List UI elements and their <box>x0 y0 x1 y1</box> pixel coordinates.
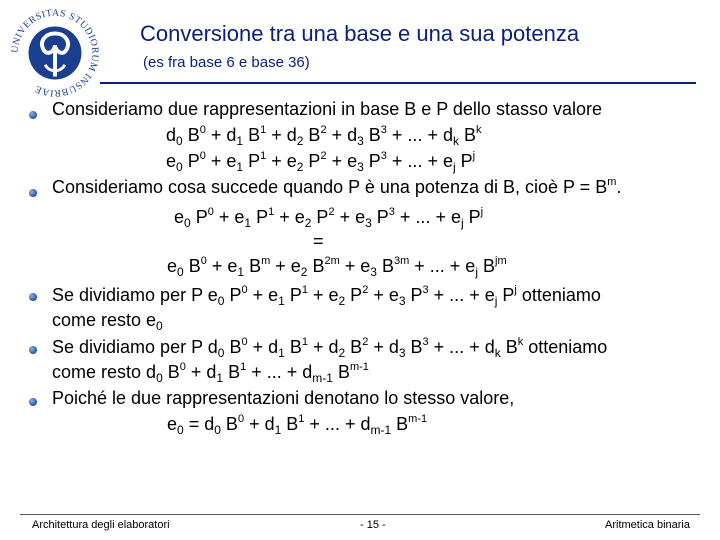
university-logo <box>6 4 104 102</box>
bullet-3-text: Se dividiamo per P $e_0$ $P^0 + e_1$ $P^1 + e_2$ $P^2 + e_3$ $P^3$ + ... + $e_j$ $P^j$ otteniamo <box>52 284 601 308</box>
slide-title: Conversione tra una base e una sua potenza <box>140 21 580 46</box>
bullet-icon <box>29 189 37 197</box>
bullet-1-text: Consideriamo due rappresentazioni in base B e P dello stasso valore <box>52 99 602 119</box>
formula-e-base-b-m: $e_0$ $B^0 + e_1$ $B^m + e_2$ $B^{2m} + e_3$ $B^{3m}$ + ... + $e_j$ $B^{jm}$ <box>167 255 507 279</box>
footer-topic: Aritmetica binaria <box>605 519 690 531</box>
formula-conclusion: $e_0 = d_0$ $B^0 + d_1$ $B^1$ + ... + $d_{m-1}$ $B^{m-1}$ <box>167 413 428 437</box>
bullet-5-text: Poiché le due rappresentazioni denotano lo stesso valore, <box>52 388 515 408</box>
slide-subtitle: (es fra base 6 e base 36) <box>143 54 310 71</box>
page-number: - 15 - <box>360 519 386 531</box>
equals-sign: = <box>313 231 324 251</box>
bullet-icon <box>29 398 37 406</box>
bullet-icon <box>29 293 37 301</box>
bullet-4-line-2: come resto $d_0$ $B^0 + d_1$ $B^1$ + ... + $d_{m-1}$ $B^{m-1}$ <box>52 361 369 385</box>
title-divider <box>100 82 696 84</box>
bullet-icon <box>29 111 37 119</box>
logo-text: UNIVERSITAS STUDIORUM INSUBRIAE <box>9 7 101 99</box>
bullet-4-text: Se dividiamo per P $d_0$ $B^0 + d_1$ $B^1 + d_2$ $B^2 + d_3$ $B^3$ + ... + $d_k$ $B^k$ otteniamo <box>52 336 608 360</box>
bullet-icon <box>29 346 37 354</box>
bullet-2-text: Consideriamo cosa succede quando P è una potenza di B, cioè $P = B^m$. <box>52 176 622 197</box>
formula-e-base-p: $e_0$ $P^0 + e_1$ $P^1 + e_2$ $P^2 + e_3$ $P^3$ + ... + $e_j$ $P^j$ <box>166 150 476 174</box>
bullet-3-line-2: come resto $e_0$ <box>52 310 163 333</box>
formula-e-base-p-2: $e_0$ $P^0 + e_1$ $P^1 + e_2$ $P^2 + e_3$ $P^3$ + ... + $e_j$ $P^j$ <box>174 206 484 230</box>
footer-divider <box>20 514 700 515</box>
formula-d-base-b: $d_0$ $B^0 + d_1$ $B^1 + d_2$ $B^2 + d_3$ $B^3$ + ... + $d_k$ $B^k$ <box>166 124 482 148</box>
footer-course: Architettura degli elaboratori <box>32 519 170 531</box>
